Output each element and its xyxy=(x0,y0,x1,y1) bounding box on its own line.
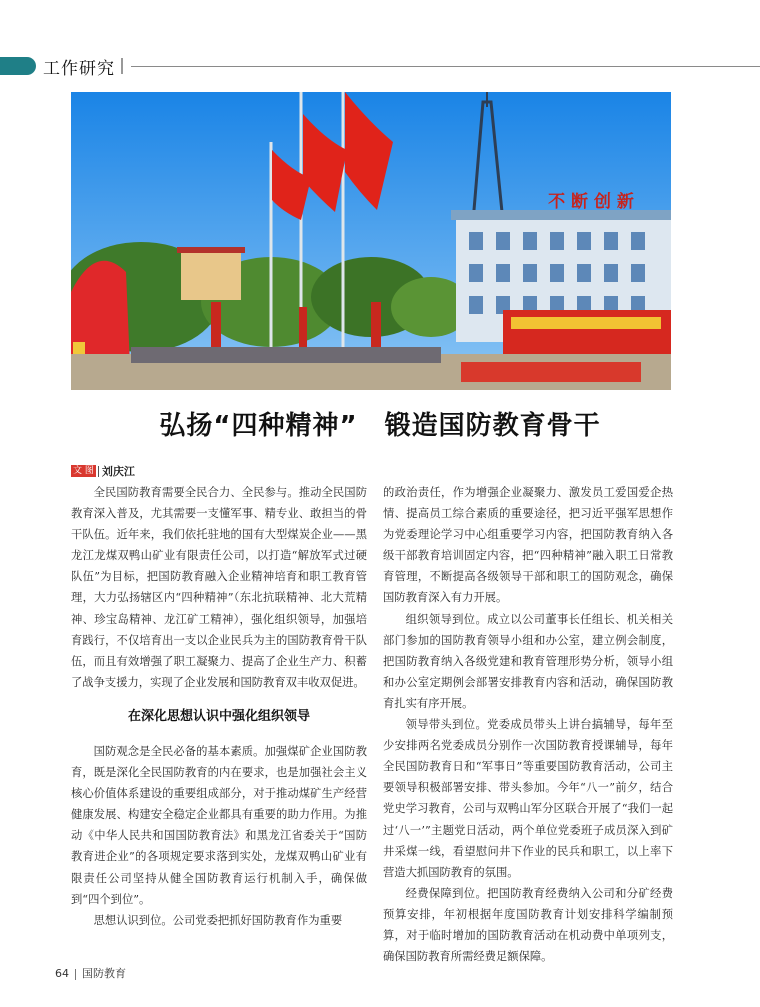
paragraph: 领导带头到位。党委成员带头上讲台搞辅导，每年至少安排两名党委成员分别作一次国防教育授课辅导，每年全民国防教育日和“军事日”等重要国防教育活动，公司主要领导积极部署安排、带头参加。今年“八一”前夕，结合党史学习教育，公司与双鸭山军分区联合开展了“我们一起过‘八一’”主题党日活动，两个单位党委班子成员深入到矿井采煤一线，看望慰问井下作业的民兵和职工，以上率下营造大抓国防教育的氛围。 xyxy=(383,718,673,879)
paragraph: 国防观念是全民必备的基本素质。加强煤矿企业国防教育，既是深化全民国防教育的内在要求，也是加强社会主义核心价值体系建设的重要组成部分，对于推动煤矿生产经营健康发展、构建安全稳定企业都具有重要的助力作用。为推动《中华人民共和国国防教育法》和黑龙江省委关于“国防教育进企业”的各项规定要求落到实处，龙煤双鸭山矿业有限责任公司坚持从健全国防教育运行机制入手，确保做到“四个到位”。 xyxy=(71,744,367,906)
byline-separator xyxy=(98,466,99,477)
section-title: 工作研究 xyxy=(43,59,115,78)
hero-photo xyxy=(71,92,671,390)
right-column xyxy=(383,482,673,967)
article-title: 弘扬“四种精神” 锻造国防教育骨干 xyxy=(159,411,601,441)
publication-name: 国防教育 xyxy=(82,967,126,980)
section-tab-marker xyxy=(0,57,36,75)
paragraph: 思想认识到位。公司党委把抓好国防教育作为重要 xyxy=(93,913,343,927)
page-number: 64 xyxy=(55,967,69,980)
roof-slogan: 不 断 创 新 xyxy=(548,192,634,212)
paragraph: 全民国防教育需要全民合力、全民参与。推动全民国防教育深入普及，尤其需要一支懂军事、精专业、敢担当的骨干队伍。近年来，我们依托驻地的国有大型煤炭企业——黑龙江龙煤双鸭山矿业有限责任公司，以打造“解放军式过硬队伍”为目标，把国防教育融入企业精神培育和职工教育管理，大力弘扬辖区内“四种精神”（东北抗联精神、北大荒精神、珍宝岛精神、龙江矿工精神），强化组织领导，加强培育践行，不仅培育出一支以企业民兵为主的国防教育骨干队伍，而且有效增强了职工凝聚力、提高了企业生产力、积蓄了战争支援力，实现了企业发展和国防教育双丰收双促进。 xyxy=(71,486,367,689)
byline-tag: 文 图 xyxy=(73,466,94,476)
author-name: 刘庆江 xyxy=(101,465,135,478)
paragraph: 组织领导到位。成立以公司董事长任组长、机关相关部门参加的国防教育领导小组和办公室，建立例会制度，把国防教育纳入各级党建和教育管理形势分析，领导小组和办公室定期例会部署安排教育内容和活动，确保国防教育扎实有序开展。 xyxy=(383,612,673,710)
footer-divider xyxy=(75,969,76,980)
left-column xyxy=(71,482,367,931)
paragraph: 的政治责任，作为增强企业凝聚力、激发员工爱国爱企热情、提高员工综合素质的重要途径，把习近平强军思想作为党委理论学习中心组重要学习内容，把国防教育纳入各级干部教育培训固定内容，把“四种精神”融入职工日常教育管理，不断提高各级领导干部和职工的国防观念，确保国防教育深入有力开展。 xyxy=(383,486,673,605)
subheading: 在深化思想认识中强化组织领导 xyxy=(127,708,310,724)
byline xyxy=(71,463,135,477)
paragraph: 经费保障到位。把国防教育经费纳入公司和分矿经费预算安排，年初根据年度国防教育计划安排科学编制预算，对于临时增加的国防教育活动在机动费中单项列支，确保国防教育所需经费足额保障。 xyxy=(383,886,673,964)
page-footer xyxy=(55,965,126,981)
header-rule xyxy=(131,66,760,67)
section-divider xyxy=(121,58,123,74)
section-header xyxy=(0,57,760,77)
